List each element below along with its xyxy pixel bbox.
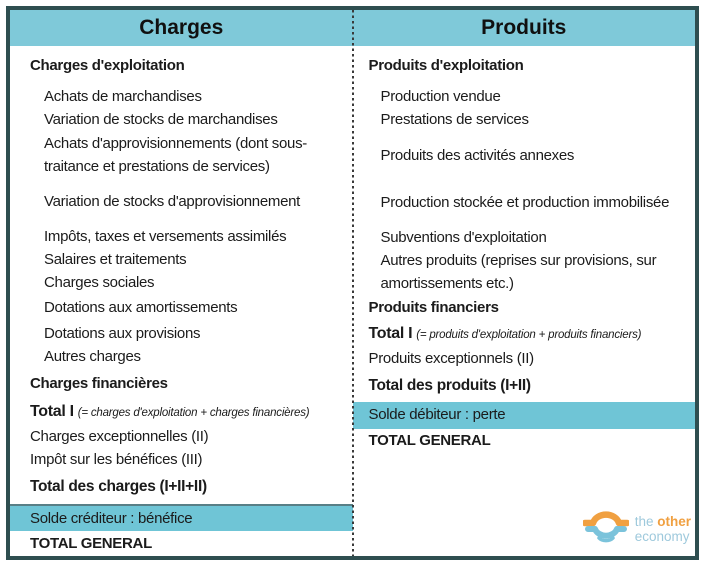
charges-item-achats-approvisionnements: Achats d'approvisionnements (dont sous-traitance et prestations de services) bbox=[44, 135, 307, 175]
charges-impot-benefices: Impôt sur les bénéfices (III) bbox=[30, 451, 203, 468]
charges-item-achats-marchandises: Achats de marchandises bbox=[44, 88, 202, 105]
income-statement-table bbox=[6, 6, 699, 560]
produits-column-header: Produits bbox=[481, 16, 567, 39]
charges-column-header: Charges bbox=[139, 16, 224, 39]
charges-total-1-label: Total I bbox=[30, 403, 74, 420]
charges-exceptionnelles: Charges exceptionnelles (II) bbox=[30, 428, 209, 445]
produits-item-subventions: Subventions d'exploitation bbox=[380, 229, 547, 246]
produits-total-1 bbox=[353, 322, 696, 347]
produits-total-1-label: Total I bbox=[368, 325, 413, 342]
produits-item-autres-produits: Autres produits (reprises sur provisions, sur amortissements etc.) bbox=[380, 252, 657, 292]
logo-word-the: the bbox=[634, 513, 654, 529]
produits-item-activites-annexes: Produits des activités annexes bbox=[380, 147, 575, 164]
produits-column bbox=[353, 46, 696, 556]
column-divider bbox=[352, 10, 354, 556]
produits-section-exploitation: Produits d'exploitation bbox=[368, 57, 524, 74]
charges-item-dotations-provisions: Dotations aux provisions bbox=[44, 325, 201, 342]
charges-section-exploitation: Charges d'exploitation bbox=[30, 57, 185, 74]
logo-word-economy: economy bbox=[634, 528, 690, 544]
charges-item-dotations-amortissements: Dotations aux amortissements bbox=[44, 299, 238, 316]
charges-item-variation-stocks-approvisionnement: Variation de stocks d'approvisionnement bbox=[44, 193, 301, 210]
produits-exceptionnels: Produits exceptionnels (II) bbox=[368, 350, 534, 367]
charges-solde-crediteur-band: Solde créditeur : bénéfice bbox=[10, 504, 353, 531]
produits-item-production-vendue: Production vendue bbox=[380, 88, 501, 105]
produits-item-prestations-services: Prestations de services bbox=[380, 111, 529, 128]
logo-mark-icon bbox=[583, 507, 629, 550]
charges-item-impots-taxes: Impôts, taxes et versements assimilés bbox=[44, 228, 287, 245]
produits-section-financiers: Produits financiers bbox=[368, 299, 499, 316]
logo-wordmark bbox=[635, 514, 691, 544]
produits-total-des-produits: Total des produits (I+II) bbox=[368, 377, 531, 394]
charges-item-autres-charges: Autres charges bbox=[44, 348, 141, 365]
the-other-economy-logo bbox=[583, 507, 691, 550]
charges-total-general: TOTAL GENERAL bbox=[30, 535, 152, 552]
logo-word-other: other bbox=[657, 513, 691, 529]
produits-solde-debiteur-band: Solde débiteur : perte bbox=[353, 402, 696, 429]
charges-section-financieres: Charges financières bbox=[30, 375, 168, 392]
produits-total-general: TOTAL GENERAL bbox=[368, 432, 491, 449]
charges-total-des-charges: Total des charges (I+II+II) bbox=[30, 478, 207, 495]
produits-total-1-note: (= produits d'exploitation + produits financiers) bbox=[416, 329, 642, 341]
charges-column bbox=[10, 46, 353, 556]
charges-item-salaires: Salaires et traitements bbox=[44, 251, 187, 268]
charges-item-charges-sociales: Charges sociales bbox=[44, 274, 155, 291]
charges-item-variation-stocks-marchandises: Variation de stocks de marchandises bbox=[44, 111, 278, 128]
produits-item-production-stockee: Production stockée et production immobilisée bbox=[380, 194, 670, 211]
charges-total-1 bbox=[10, 400, 353, 425]
charges-total-1-note: (= charges d'exploitation + charges financières) bbox=[77, 407, 310, 419]
